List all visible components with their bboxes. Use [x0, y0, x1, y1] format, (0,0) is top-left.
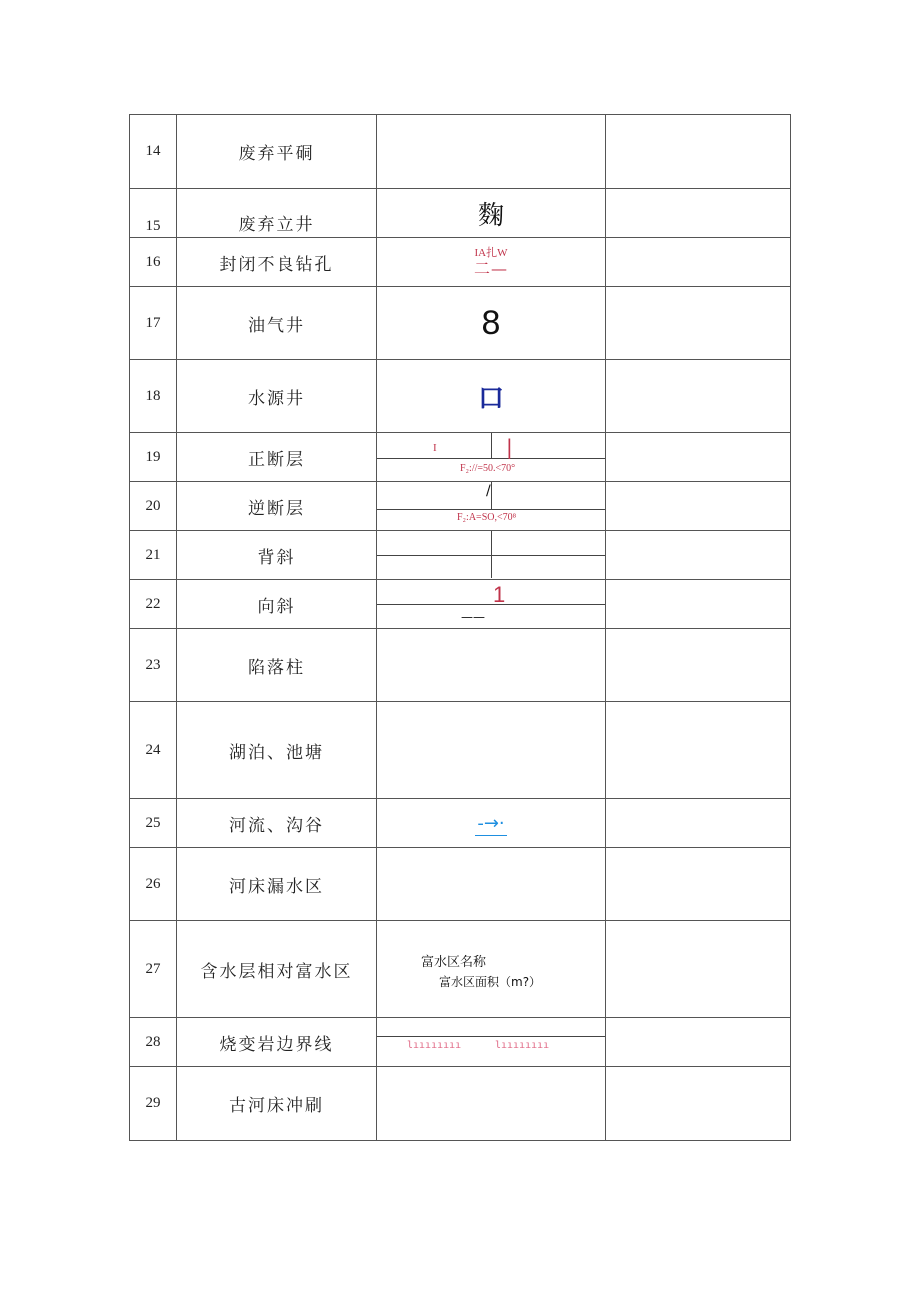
row-name: 河流、沟谷 [177, 799, 377, 848]
fault-line [377, 458, 605, 459]
symbol-cell [377, 1067, 606, 1141]
symbol-cell [377, 287, 606, 360]
note-cell [606, 238, 791, 287]
row-name: 封闭不良钻孔 [177, 238, 377, 287]
burnt-rock-boundary-symbol [377, 1018, 606, 1067]
river-arrow-icon: -→· [477, 812, 505, 834]
table-row [130, 189, 791, 238]
note-cell [606, 580, 791, 629]
row-name: 逆断层 [177, 482, 377, 531]
table-row [130, 115, 791, 189]
row-number: 19 [130, 433, 177, 482]
row-number: 29 [130, 1067, 177, 1141]
note-cell [606, 921, 791, 1018]
row-name: 向斜 [177, 580, 377, 629]
fault-tick [491, 482, 492, 509]
row-name: 湖泊、池塘 [177, 702, 377, 799]
row-number: 23 [130, 629, 177, 702]
row-number: 27 [130, 921, 177, 1018]
symbol-cell [377, 360, 606, 433]
row-number: 22 [130, 580, 177, 629]
row-name: 陷落柱 [177, 629, 377, 702]
row-number: 21 [130, 531, 177, 580]
table-row [130, 287, 791, 360]
row-name: 水源井 [177, 360, 377, 433]
oil-gas-well-icon: 8 [481, 303, 501, 342]
note-cell [606, 287, 791, 360]
borehole-symbol-line: 二— [473, 259, 508, 278]
row-number: 24 [130, 702, 177, 799]
row-number: 16 [130, 238, 177, 287]
table-row [130, 531, 791, 580]
hatch-right-icon: lıııııııı [495, 1040, 550, 1051]
table-row [130, 580, 791, 629]
table-row [130, 1018, 791, 1067]
row-number: 18 [130, 360, 177, 433]
symbol-cell [377, 115, 606, 189]
row-name: 烧变岩边界线 [177, 1018, 377, 1067]
row-number: 15 [130, 189, 177, 238]
row-number: 25 [130, 799, 177, 848]
abandoned-shaft-icon: 麴 [477, 200, 504, 231]
hatch-left-icon: lıııııııı [407, 1040, 462, 1051]
note-cell [606, 799, 791, 848]
symbol-cell [377, 799, 606, 848]
symbol-cell [377, 238, 606, 287]
note-cell [606, 1067, 791, 1141]
table-row [130, 848, 791, 921]
note-cell [606, 360, 791, 433]
table-row [130, 360, 791, 433]
note-cell [606, 531, 791, 580]
fault-mark: / [486, 483, 491, 499]
note-cell [606, 482, 791, 531]
row-number: 14 [130, 115, 177, 189]
syncline-symbol [377, 580, 606, 629]
row-name: 废弃平硐 [177, 115, 377, 189]
note-cell [606, 848, 791, 921]
note-cell [606, 115, 791, 189]
row-name: 背斜 [177, 531, 377, 580]
note-cell [606, 702, 791, 799]
fault-line [377, 509, 605, 510]
fault-label: F₂://=50.<70° [460, 463, 516, 474]
syncline-mark: 1 [493, 582, 506, 607]
axis-line [377, 604, 605, 605]
row-number: 28 [130, 1018, 177, 1067]
row-number: 26 [130, 848, 177, 921]
row-number: 17 [130, 287, 177, 360]
symbol-cell [377, 702, 606, 799]
normal-fault-symbol [377, 433, 606, 482]
symbol-cell [377, 848, 606, 921]
fault-mark-left: I [433, 442, 437, 454]
note-cell [606, 629, 791, 702]
zone-name-text: 富水区名称 [421, 955, 487, 970]
reverse-fault-symbol [377, 482, 606, 531]
fault-label: F₂:A=SO,<70⁸ [457, 512, 517, 523]
table-row [130, 799, 791, 848]
axis-tick [491, 531, 492, 578]
water-well-icon: 口 [477, 383, 504, 414]
fault-tick [491, 433, 492, 458]
borehole-symbol-text: IA扎W [474, 247, 508, 259]
legend-table [129, 114, 791, 1141]
row-number: 20 [130, 482, 177, 531]
table-row [130, 433, 791, 482]
row-name: 含水层相对富水区 [177, 921, 377, 1018]
row-name: 废弃立井 [177, 189, 377, 238]
symbol-cell [377, 189, 606, 238]
fault-mark-right: | [506, 435, 513, 459]
note-cell [606, 433, 791, 482]
note-cell [606, 1018, 791, 1067]
table-row [130, 702, 791, 799]
row-name: 古河床冲刷 [177, 1067, 377, 1141]
syncline-dash: —— [461, 610, 485, 624]
table-row [130, 1067, 791, 1141]
table-row [130, 238, 791, 287]
boundary-line [377, 1036, 605, 1037]
table-row [130, 629, 791, 702]
row-name: 油气井 [177, 287, 377, 360]
anticline-symbol [377, 531, 606, 580]
table-row [130, 921, 791, 1018]
row-name: 正断层 [177, 433, 377, 482]
symbol-cell [377, 629, 606, 702]
zone-area-text: 富水区面积（m?） [439, 975, 542, 989]
row-name: 河床漏水区 [177, 848, 377, 921]
note-cell [606, 189, 791, 238]
water-rich-zone-symbol [377, 921, 606, 1018]
table-row [130, 482, 791, 531]
